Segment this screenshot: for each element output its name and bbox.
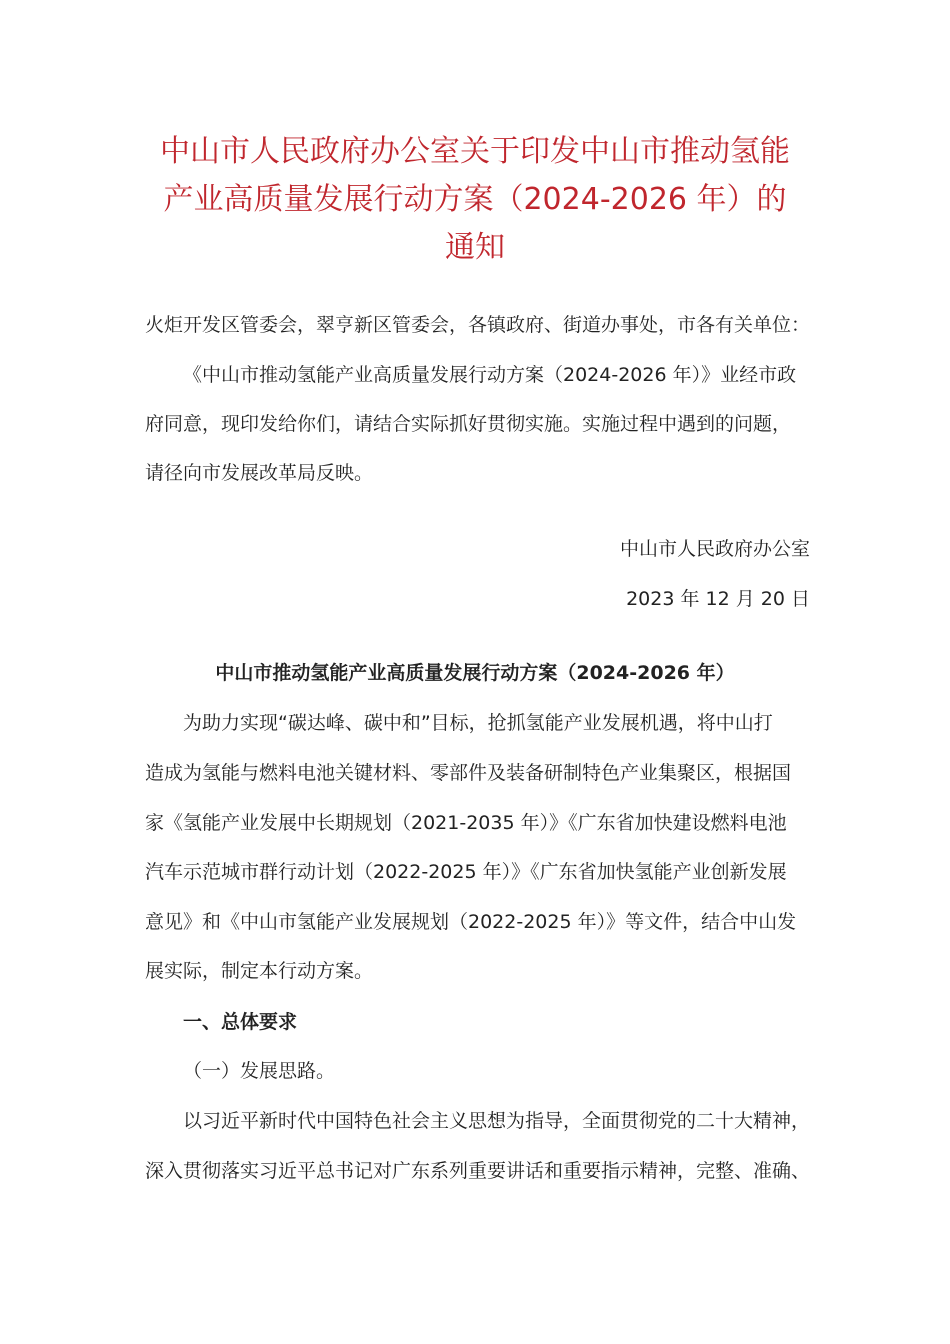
section-heading-general-requirements: 一、总体要求: [183, 1011, 298, 1033]
notice-salutation: 火炬开发区管委会，翠亨新区管委会，各镇政府、街道办事处，市各有关单位：: [145, 314, 811, 336]
plan-intro-line: 汽车示范城市群行动计划（2022-2025 年）》《广东省加快氢能产业创新发展: [145, 861, 787, 883]
notice-title-line-1: 中山市人民政府办公室关于印发中山市推动氢能: [160, 134, 790, 169]
notice-issuer: 中山市人民政府办公室: [619, 538, 810, 560]
notice-title-line-2: 产业高质量发展行动方案（2024-2026 年）的: [163, 182, 787, 217]
plan-intro-line: 意见》和《中山市氢能产业发展规划（2022-2025 年）》等文件，结合中山发: [145, 911, 797, 933]
notice-body-line: 请径向市发展改革局反映。: [145, 462, 374, 484]
subsection-body-line: 以习近平新时代中国特色社会主义思想为指导，全面贯彻党的二十大精神，: [183, 1110, 811, 1132]
plan-intro-line: 为助力实现“碳达峰、碳中和”目标，抢抓氢能产业发展机遇，将中山打: [183, 712, 773, 734]
subsection-body-line: 深入贯彻落实习近平总书记对广东系列重要讲话和重要指示精神，完整、准确、: [145, 1160, 811, 1182]
notice-body-line: 《中山市推动氢能产业高质量发展行动方案（2024-2026 年）》业经市政: [183, 364, 797, 386]
plan-intro-line: 家《氢能产业发展中长期规划（2021-2035 年）》《广东省加快建设燃料电池: [145, 812, 787, 834]
notice-body-line: 府同意，现印发给你们，请结合实际抓好贯彻实施。实施过程中遇到的问题，: [145, 413, 792, 435]
notice-title: [120, 128, 830, 272]
plan-heading: 中山市推动氢能产业高质量发展行动方案（2024-2026 年）: [215, 662, 735, 684]
notice-date: 2023 年 12 月 20 日: [626, 588, 810, 610]
plan-intro-line: 展实际，制定本行动方案。: [145, 960, 374, 982]
notice-title-line-3: 通知: [445, 230, 505, 265]
plan-intro-line: 造成为氢能与燃料电池关键材料、零部件及装备研制特色产业集聚区，根据国: [145, 762, 792, 784]
subsection-heading-development-approach: （一）发展思路。: [183, 1060, 336, 1082]
